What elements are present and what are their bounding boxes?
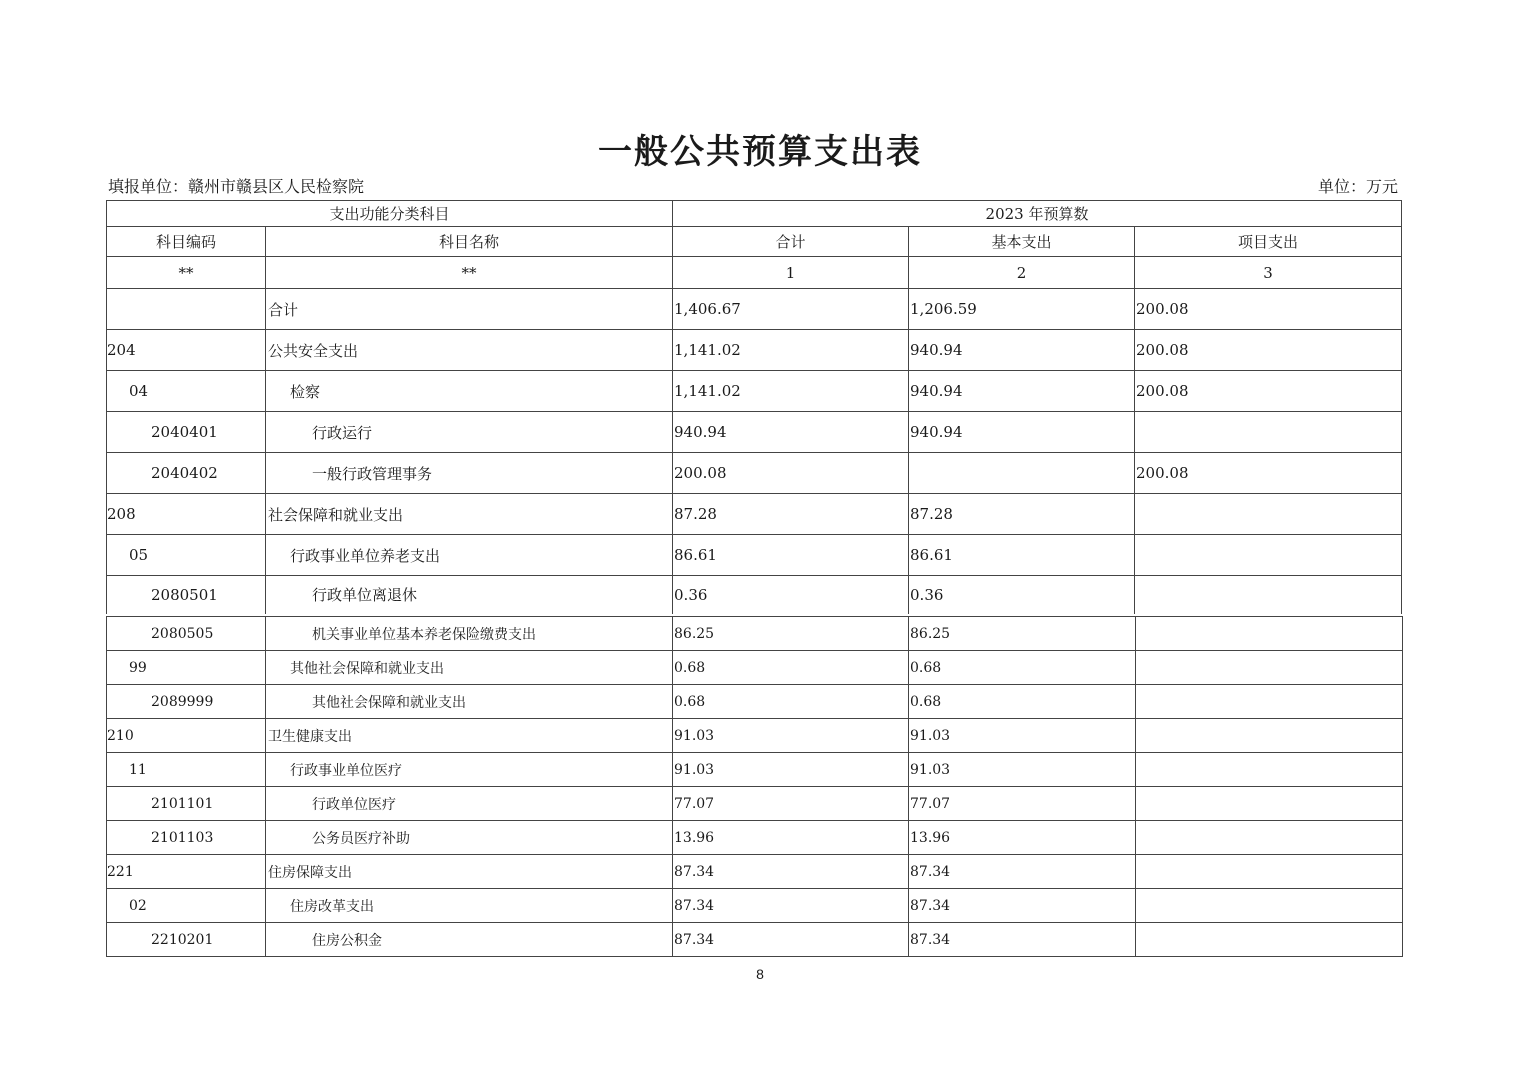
row-code: 204 [107,330,266,371]
row-project [1135,535,1402,576]
row-total: 1,141.02 [673,371,909,412]
index-code: ** [107,257,266,289]
row-total: 0.36 [673,576,909,614]
row-project [1136,923,1403,957]
row-name: 行政事业单位医疗 [266,753,673,787]
table-row [107,412,1402,453]
row-basic: 940.94 [909,330,1135,371]
index-name: ** [266,257,673,289]
row-basic: 940.94 [909,412,1135,453]
header-group-left: 支出功能分类科目 [107,201,673,227]
row-code: 99 [107,651,266,685]
row-code: 2080501 [107,576,266,614]
row-name: 检察 [266,371,673,412]
row-code: 2080505 [107,617,266,651]
table-row [107,753,1403,787]
currency-unit: 单位：万元 [1317,177,1398,196]
row-name: 行政运行 [266,412,673,453]
header-total: 合计 [673,227,909,257]
row-code: 2210201 [107,923,266,957]
row-name: 公务员医疗补助 [266,821,673,855]
table-row [107,330,1402,371]
table-row [107,289,1402,330]
row-code: 05 [107,535,266,576]
row-name: 行政事业单位养老支出 [266,535,673,576]
table-row [107,494,1402,535]
row-total: 0.68 [673,685,909,719]
row-code: 2101101 [107,787,266,821]
row-project [1136,753,1403,787]
table-row [107,821,1403,855]
row-code: 2040402 [107,453,266,494]
row-basic: 86.25 [909,617,1136,651]
row-total: 87.34 [673,855,909,889]
row-name: 机关事业单位基本养老保险缴费支出 [266,617,673,651]
row-total: 87.28 [673,494,909,535]
row-total: 86.61 [673,535,909,576]
row-name: 合计 [266,289,673,330]
header-basic: 基本支出 [909,227,1135,257]
row-code [107,289,266,330]
table-row [107,371,1402,412]
row-basic: 91.03 [909,719,1136,753]
row-project: 200.08 [1135,453,1402,494]
row-total: 940.94 [673,412,909,453]
row-total: 200.08 [673,453,909,494]
table-row [107,889,1403,923]
row-basic: 87.34 [909,855,1136,889]
row-code: 2101103 [107,821,266,855]
row-basic [909,453,1135,494]
index-basic: 2 [909,257,1135,289]
row-project [1136,855,1403,889]
row-code: 2040401 [107,412,266,453]
row-basic: 1,206.59 [909,289,1135,330]
row-basic: 0.68 [909,685,1136,719]
row-code: 208 [107,494,266,535]
row-name: 其他社会保障和就业支出 [266,685,673,719]
row-project [1136,719,1403,753]
row-name: 住房保障支出 [266,855,673,889]
row-code: 11 [107,753,266,787]
table-row [107,855,1403,889]
row-name: 一般行政管理事务 [266,453,673,494]
row-name: 行政单位离退休 [266,576,673,614]
row-project: 200.08 [1135,371,1402,412]
row-total: 86.25 [673,617,909,651]
budget-table-bottom [106,616,1403,957]
table-row [107,787,1403,821]
row-project [1136,821,1403,855]
index-total: 1 [673,257,909,289]
row-basic: 77.07 [909,787,1136,821]
row-name: 住房公积金 [266,923,673,957]
row-project: 200.08 [1135,289,1402,330]
table-row [107,535,1402,576]
row-project [1136,617,1403,651]
row-basic: 87.34 [909,923,1136,957]
row-name: 社会保障和就业支出 [266,494,673,535]
row-name: 住房改革支出 [266,889,673,923]
row-project [1135,576,1402,614]
row-basic: 87.28 [909,494,1135,535]
row-total: 1,406.67 [673,289,909,330]
row-name: 卫生健康支出 [266,719,673,753]
row-basic: 86.61 [909,535,1135,576]
row-total: 91.03 [673,719,909,753]
table-row [107,685,1403,719]
row-basic: 940.94 [909,371,1135,412]
row-basic: 87.34 [909,889,1136,923]
page-title: 一般公共预算支出表 [598,132,922,172]
table-row [107,576,1402,614]
row-basic: 91.03 [909,753,1136,787]
row-total: 13.96 [673,821,909,855]
header-group-right: 2023 年预算数 [673,201,1402,227]
row-total: 87.34 [673,923,909,957]
header-project: 项目支出 [1135,227,1402,257]
table-row [107,617,1403,651]
row-project [1135,494,1402,535]
index-project: 3 [1135,257,1402,289]
row-name: 其他社会保障和就业支出 [266,651,673,685]
row-total: 77.07 [673,787,909,821]
row-basic: 0.36 [909,576,1135,614]
row-basic: 0.68 [909,651,1136,685]
table-row [107,719,1403,753]
row-total: 87.34 [673,889,909,923]
page-number: 8 [756,966,764,982]
row-code: 221 [107,855,266,889]
table-row [107,651,1403,685]
row-code: 2089999 [107,685,266,719]
row-code: 210 [107,719,266,753]
table-row [107,923,1403,957]
row-basic: 13.96 [909,821,1136,855]
row-project [1136,651,1403,685]
row-total: 0.68 [673,651,909,685]
row-project: 200.08 [1135,330,1402,371]
row-total: 91.03 [673,753,909,787]
row-project [1136,685,1403,719]
reporting-unit: 填报单位：赣州市赣县区人民检察院 [108,177,365,196]
row-code: 02 [107,889,266,923]
table-row [107,453,1402,494]
row-project [1135,412,1402,453]
row-project [1136,787,1403,821]
row-name: 公共安全支出 [266,330,673,371]
row-code: 04 [107,371,266,412]
row-total: 1,141.02 [673,330,909,371]
budget-table-top [106,200,1402,614]
row-name: 行政单位医疗 [266,787,673,821]
row-project [1136,889,1403,923]
header-code: 科目编码 [107,227,266,257]
header-name: 科目名称 [266,227,673,257]
